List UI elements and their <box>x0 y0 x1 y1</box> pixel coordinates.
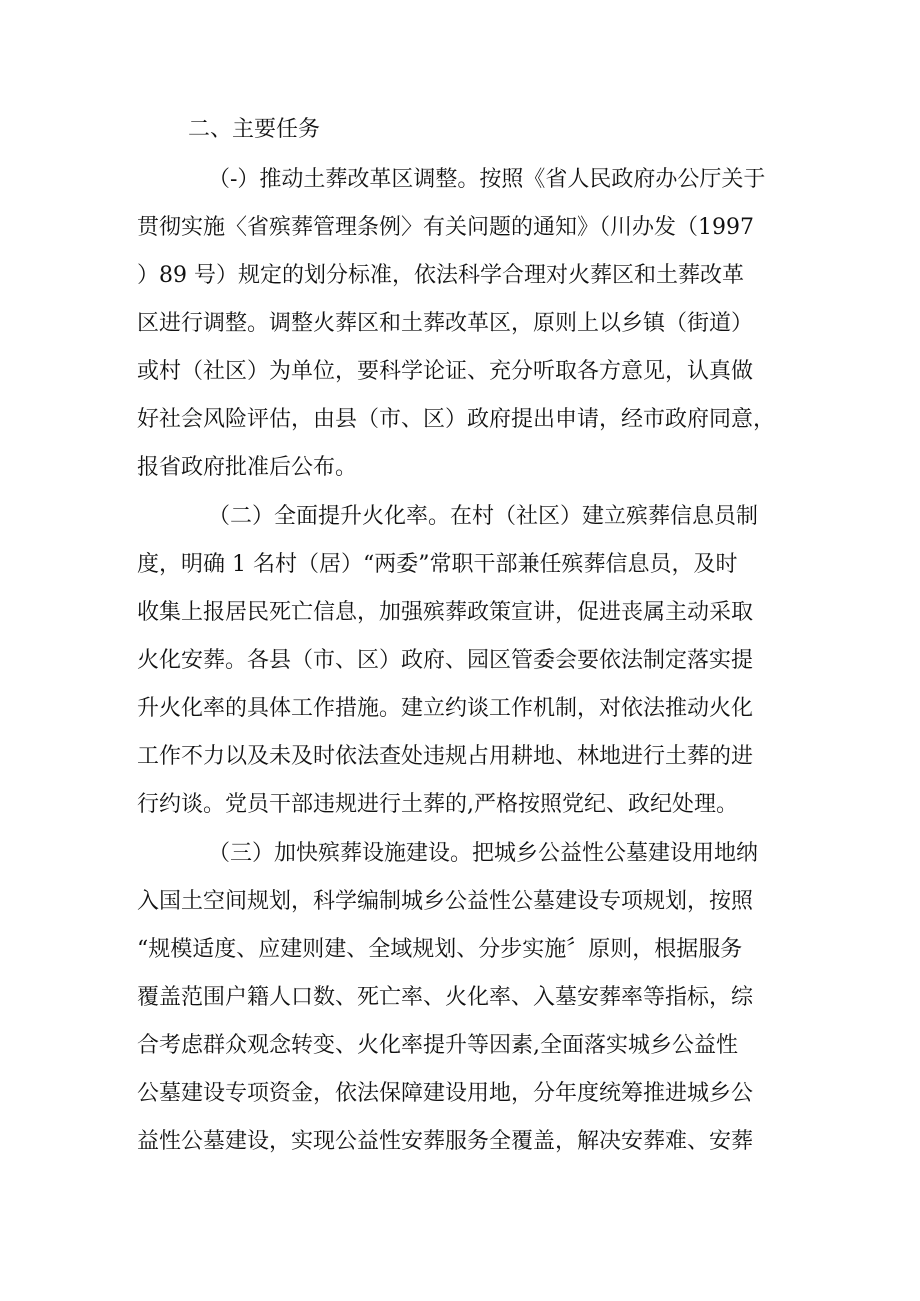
paragraph-1-line-5: 或村（社区）为单位，要科学论证、充分听取各方意见，认真做 <box>137 359 754 384</box>
paragraph-3-line-6: 公墓建设专项资金，依法保障建设用地，分年度统筹推进城乡公 <box>137 1081 754 1106</box>
paragraph-1-line-1: （-）推动土葬改革区调整。按照《省人民政府办公厅关于 <box>208 167 766 192</box>
paragraph-1-line-3: ）89 号）规定的划分标准，依法科学合理对火葬区和土葬改革 <box>137 263 744 288</box>
paragraph-3-line-3: “规模适度、应建则建、全域规划、分步实施〞原则，根据服务 <box>137 937 743 962</box>
paragraph-2-line-6: 工作不力以及未及时依法查处违规占用耕地、林地进行土葬的进 <box>137 744 754 769</box>
paragraph-1-line-7: 报省政府批准后公布。 <box>137 455 358 480</box>
paragraph-2-line-4: 火化安葬。各县（市、区）政府、园区管委会要依法制定落实提 <box>137 648 754 673</box>
paragraph-2-line-7: 行约谈。党员干部违规进行土葬的,严格按照党纪、政纪处理。 <box>137 792 738 817</box>
section-heading: 二、主要任务 <box>188 117 321 142</box>
paragraph-2-line-1: （二）全面提升火化率。在村（社区）建立殡葬信息员制 <box>208 504 759 529</box>
paragraph-1-line-2: 贯彻实施〈省殡葬管理条例〉有关问题的通知》（川办发（1997 <box>137 215 754 240</box>
paragraph-1-line-4: 区进行调整。调整火葬区和土葬改革区，原则上以乡镇（街道） <box>137 311 754 336</box>
paragraph-1-line-6: 好社会风险评估，由县（市、区）政府提出申请，经市政府同意， <box>137 407 776 432</box>
paragraph-2-line-3: 收集上报居民死亡信息，加强殡葬政策宣讲，促进丧属主动采取 <box>137 600 754 625</box>
paragraph-3-line-1: （三）加快殡葬设施建设。把城乡公益性公墓建设用地纳 <box>208 841 759 866</box>
paragraph-3-line-2: 入国土空间规划，科学编制城乡公益性公墓建设专项规划，按照 <box>137 889 754 914</box>
paragraph-2-line-2: 度，明确 1 名村（居）“两委”常职干部兼任殡葬信息员，及时 <box>137 552 738 577</box>
paragraph-3-line-7: 益性公墓建设，实现公益性安葬服务全覆盖，解决安葬难、安葬 <box>137 1129 754 1154</box>
paragraph-3-line-5: 合考虑群众观念转变、火化率提升等因素,全面落实城乡公益性 <box>137 1033 738 1058</box>
paragraph-3-line-4: 覆盖范围户籍人口数、死亡率、火化率、入墓安葬率等指标，综 <box>137 985 754 1010</box>
paragraph-2-line-5: 升火化率的具体工作措施。建立约谈工作机制，对依法推动火化 <box>137 696 754 721</box>
